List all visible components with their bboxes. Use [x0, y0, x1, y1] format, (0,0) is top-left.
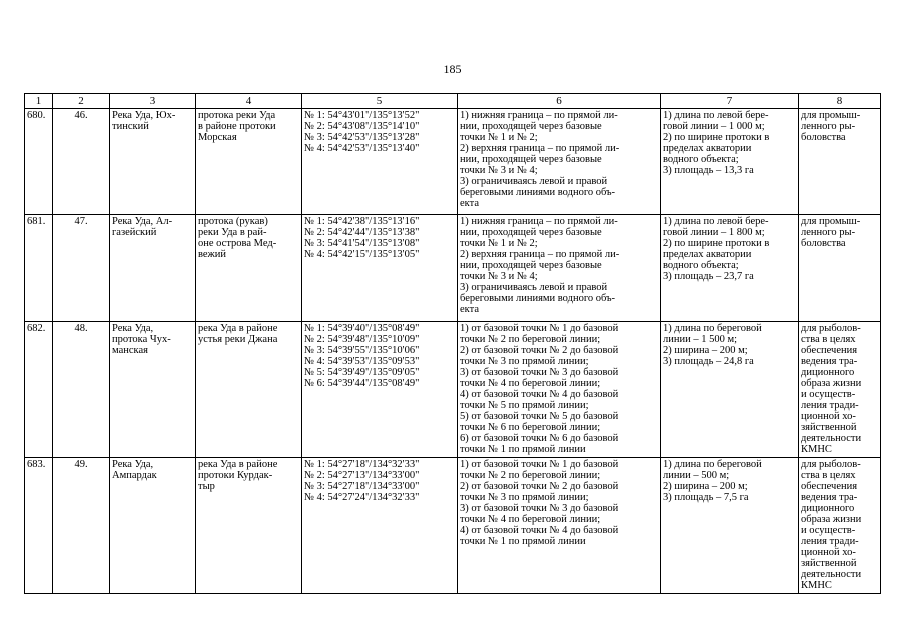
cell-text-line: 3) площадь – 7,5 га [663, 492, 749, 503]
cell-text-line: образа жизни [801, 378, 862, 389]
cell-text-line: нии, проходящей через базовые [460, 227, 602, 238]
row-number-cell: 680. [25, 109, 53, 215]
cell-text-line: 1) от базовой точки № 1 до базовой [460, 323, 619, 334]
cell-text-line: вежий [198, 249, 227, 260]
cell-text-line: № 6: 54°39'44"/135°08'49" [304, 378, 420, 389]
cell-text-line: для промыш- [801, 216, 861, 227]
cell-text-line: водного объекта; [663, 260, 739, 271]
column-header-3: 3 [110, 94, 196, 109]
size-cell [661, 109, 799, 215]
cell-text-line: в районе протоки [198, 121, 276, 132]
cell-text-line: 4) от базовой точки № 4 до базовой [460, 389, 619, 400]
cell-text-line: 6) от базовой точки № 6 до базовой [460, 433, 619, 444]
cell-text-line: для рыболов- [801, 459, 861, 470]
cell-text-line: водного объекта; [663, 154, 739, 165]
cell-text-line: протока (рукав) [198, 216, 268, 227]
cell-text-line: точки № 1 по прямой линии [460, 444, 586, 455]
cell-text-line: линии – 500 м; [663, 470, 730, 481]
cell-text-line: точки № 3 по прямой линии; [460, 356, 589, 367]
table-row [25, 215, 881, 322]
page-number: 185 [443, 62, 462, 76]
boundaries-cell [458, 215, 661, 322]
cell-text-line: береговыми линиями водного объ- [460, 187, 616, 198]
fishing-areas-table [24, 93, 881, 594]
cell-text-line: ства в целях [801, 334, 856, 345]
cell-text-line: Река Уда, Юх- [112, 110, 176, 121]
cell-text-line: боловства [801, 132, 846, 143]
cell-text-line: нии, проходящей через базовые [460, 121, 602, 132]
coordinates-cell [302, 458, 458, 594]
cell-text-line: Река Уда, Ал- [112, 216, 173, 227]
cell-text-line: пределах акватории [663, 143, 752, 154]
cell-text-line: екта [460, 198, 480, 209]
cell-text-line: протока Чух- [112, 334, 171, 345]
header-row [25, 94, 881, 109]
cell-text-line: 3) площадь – 13,3 га [663, 165, 754, 176]
cell-text-line: № 2: 54°27'13"/134°33'00" [304, 470, 420, 481]
area-name-cell [110, 458, 196, 594]
cell-text-line: тыр [198, 481, 215, 492]
cell-text-line: ления тради- [801, 400, 859, 411]
cell-text-line: 1) от базовой точки № 1 до базовой [460, 459, 619, 470]
cell-text-line: ционной хо- [801, 411, 856, 422]
cell-text-line: Морская [198, 132, 237, 143]
cell-text-line: 3) ограничиваясь левой и правой [460, 176, 608, 187]
cell-text-line: ведения тра- [801, 356, 858, 367]
column-header-7: 7 [661, 94, 799, 109]
cell-text-line: река Уда в районе [198, 459, 278, 470]
cell-text-line: для рыболов- [801, 323, 861, 334]
cell-text-line: точки № 4 по береговой линии; [460, 378, 601, 389]
cell-text-line: зяйственной [801, 558, 857, 569]
cell-text-line: № 1: 54°42'38"/135°13'16" [304, 216, 420, 227]
cell-text-line: № 3: 54°41'54"/135°13'08" [304, 238, 420, 249]
section-number-cell: 47. [53, 215, 110, 322]
cell-text-line: река Уда в районе [198, 323, 278, 334]
cell-text-line: ления тради- [801, 536, 859, 547]
cell-text-line: обеспечения [801, 481, 858, 492]
cell-text-line: 3) ограничиваясь левой и правой [460, 282, 608, 293]
purpose-cell [799, 109, 881, 215]
cell-text-line: № 4: 54°42'53"/135°13'40" [304, 143, 420, 154]
column-header-6: 6 [458, 94, 661, 109]
area-name-cell [110, 322, 196, 458]
cell-text-line: точки № 4 по береговой линии; [460, 514, 601, 525]
cell-text-line: 5) от базовой точки № 5 до базовой [460, 411, 619, 422]
cell-text-line: реки Уда в рай- [198, 227, 267, 238]
cell-text-line: 2) ширина – 200 м; [663, 481, 748, 492]
coordinates-cell [302, 322, 458, 458]
area-name-cell [110, 215, 196, 322]
cell-text-line: № 4: 54°39'53"/135°09'53" [304, 356, 420, 367]
cell-text-line: говой линии – 1 800 м; [663, 227, 765, 238]
cell-text-line: точки № 1 и № 2; [460, 238, 538, 249]
cell-text-line: 1) длина по береговой [663, 323, 762, 334]
cell-text-line: газейский [112, 227, 157, 238]
cell-text-line: точки № 2 по береговой линии; [460, 470, 601, 481]
cell-text-line: ведения тра- [801, 492, 858, 503]
coordinates-cell [302, 215, 458, 322]
location-cell [196, 322, 302, 458]
cell-text-line: устья реки Джана [198, 334, 278, 345]
cell-text-line: береговыми линиями водного объ- [460, 293, 616, 304]
cell-text-line: № 4: 54°27'24"/134°32'33" [304, 492, 420, 503]
coordinates-cell [302, 109, 458, 215]
cell-text-line: точки № 5 по прямой линии; [460, 400, 589, 411]
cell-text-line: зяйственной [801, 422, 857, 433]
cell-text-line: нии, проходящей через базовые [460, 154, 602, 165]
cell-text-line: 1) длина по береговой [663, 459, 762, 470]
row-number-cell: 681. [25, 215, 53, 322]
cell-text-line: образа жизни [801, 514, 862, 525]
cell-text-line: ства в целях [801, 470, 856, 481]
table-row [25, 458, 881, 594]
cell-text-line: 1) длина по левой бере- [663, 110, 769, 121]
cell-text-line: 3) площадь – 23,7 га [663, 271, 754, 282]
cell-text-line: ленного ры- [801, 227, 856, 238]
cell-text-line: оне острова Мед- [198, 238, 277, 249]
size-cell [661, 322, 799, 458]
cell-text-line: 3) от базовой точки № 3 до базовой [460, 503, 619, 514]
cell-text-line: линии – 1 500 м; [663, 334, 738, 345]
cell-text-line: манская [112, 345, 148, 356]
table-row [25, 109, 881, 215]
cell-text-line: № 5: 54°39'49"/135°09'05" [304, 367, 420, 378]
cell-text-line: точки № 3 и № 4; [460, 271, 538, 282]
cell-text-line: деятельности [801, 569, 862, 580]
cell-text-line: 2) ширина – 200 м; [663, 345, 748, 356]
cell-text-line: 2) верхняя граница – по прямой ли- [460, 249, 620, 260]
cell-text-line: протоки Курдак- [198, 470, 273, 481]
cell-text-line: КМНС [801, 580, 832, 591]
cell-text-line: 2) от базовой точки № 2 до базовой [460, 481, 619, 492]
location-cell [196, 109, 302, 215]
cell-text-line: точки № 1 по прямой линии [460, 536, 586, 547]
cell-text-line: № 3: 54°42'53"/135°13'28" [304, 132, 420, 143]
cell-text-line: и осуществ- [801, 389, 856, 400]
table-header [25, 94, 881, 109]
cell-text-line: Река Уда, [112, 323, 154, 334]
row-number-cell: 682. [25, 322, 53, 458]
cell-text-line: Ампардак [112, 470, 157, 481]
cell-text-line: Река Уда, [112, 459, 154, 470]
cell-text-line: точки № 3 по прямой линии; [460, 492, 589, 503]
size-cell [661, 215, 799, 322]
cell-text-line: № 4: 54°42'15"/135°13'05" [304, 249, 420, 260]
cell-text-line: № 3: 54°27'18"/134°33'00" [304, 481, 420, 492]
cell-text-line: № 3: 54°39'55"/135°10'06" [304, 345, 420, 356]
table-row [25, 322, 881, 458]
cell-text-line: ционной хо- [801, 547, 856, 558]
cell-text-line: тинский [112, 121, 149, 132]
cell-text-line: и осуществ- [801, 525, 856, 536]
column-header-4: 4 [196, 94, 302, 109]
cell-text-line: точки № 3 и № 4; [460, 165, 538, 176]
cell-text-line: для промыш- [801, 110, 861, 121]
section-number-cell: 46. [53, 109, 110, 215]
size-cell [661, 458, 799, 594]
cell-text-line: 1) длина по левой бере- [663, 216, 769, 227]
cell-text-line: 2) по ширине протоки в [663, 132, 770, 143]
location-cell [196, 215, 302, 322]
column-header-2: 2 [53, 94, 110, 109]
purpose-cell [799, 458, 881, 594]
cell-text-line: КМНС [801, 444, 832, 455]
cell-text-line: обеспечения [801, 345, 858, 356]
boundaries-cell [458, 322, 661, 458]
purpose-cell [799, 215, 881, 322]
table-body [25, 109, 881, 594]
section-number-cell: 49. [53, 458, 110, 594]
cell-text-line: нии, проходящей через базовые [460, 260, 602, 271]
cell-text-line: № 2: 54°43'08"/135°14'10" [304, 121, 420, 132]
cell-text-line: говой линии – 1 000 м; [663, 121, 765, 132]
column-header-5: 5 [302, 94, 458, 109]
boundaries-cell [458, 458, 661, 594]
cell-text-line: точки № 1 и № 2; [460, 132, 538, 143]
cell-text-line: № 1: 54°27'18"/134°32'33" [304, 459, 420, 470]
cell-text-line: деятельности [801, 433, 862, 444]
cell-text-line: 2) верхняя граница – по прямой ли- [460, 143, 620, 154]
row-number-cell: 683. [25, 458, 53, 594]
cell-text-line: боловства [801, 238, 846, 249]
cell-text-line: 3) площадь – 24,8 га [663, 356, 754, 367]
cell-text-line: № 2: 54°39'48"/135°10'09" [304, 334, 420, 345]
cell-text-line: 3) от базовой точки № 3 до базовой [460, 367, 619, 378]
column-header-1: 1 [25, 94, 53, 109]
cell-text-line: точки № 2 по береговой линии; [460, 334, 601, 345]
location-cell [196, 458, 302, 594]
cell-text-line: № 1: 54°43'01"/135°13'52" [304, 110, 420, 121]
area-name-cell [110, 109, 196, 215]
cell-text-line: № 1: 54°39'40"/135°08'49" [304, 323, 420, 334]
cell-text-line: 2) от базовой точки № 2 до базовой [460, 345, 619, 356]
cell-text-line: протока реки Уда [198, 110, 276, 121]
cell-text-line: 1) нижняя граница – по прямой ли- [460, 216, 618, 227]
cell-text-line: 4) от базовой точки № 4 до базовой [460, 525, 619, 536]
boundaries-cell [458, 109, 661, 215]
cell-text-line: точки № 6 по береговой линии; [460, 422, 601, 433]
cell-text-line: екта [460, 304, 480, 315]
section-number-cell: 48. [53, 322, 110, 458]
cell-text-line: 1) нижняя граница – по прямой ли- [460, 110, 618, 121]
cell-text-line: пределах акватории [663, 249, 752, 260]
cell-text-line: диционного [801, 367, 855, 378]
cell-text-line: 2) по ширине протоки в [663, 238, 770, 249]
column-header-8: 8 [799, 94, 881, 109]
cell-text-line: № 2: 54°42'44"/135°13'38" [304, 227, 420, 238]
purpose-cell [799, 322, 881, 458]
cell-text-line: диционного [801, 503, 855, 514]
cell-text-line: ленного ры- [801, 121, 856, 132]
